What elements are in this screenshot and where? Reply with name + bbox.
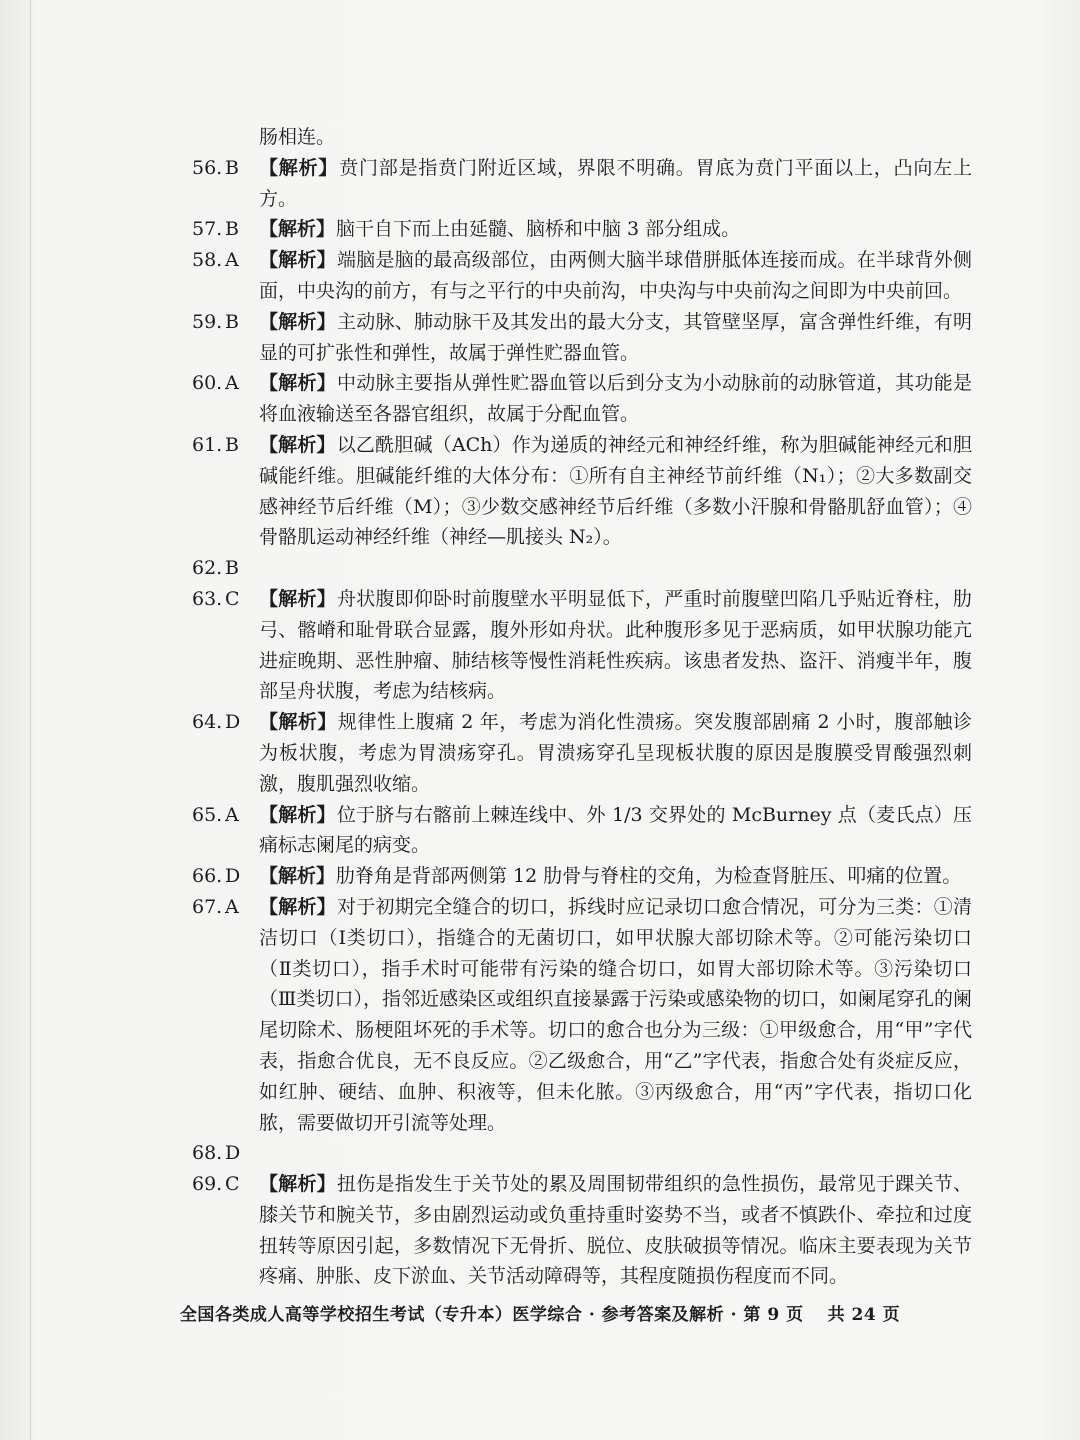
answer-letter: C [225,1173,240,1196]
answer-58 [192,245,972,307]
answer-62 [192,553,972,584]
analysis-tag: 【解析】 [259,218,336,241]
analysis-tag: 【解析】 [259,433,336,456]
answer-list [192,122,972,1292]
page-footer [0,1300,1080,1325]
analysis-tag: 【解析】 [259,156,339,179]
explanation-text: 扭伤是指发生于关节处的累及周围韧带组织的急性损伤，最常见于踝关节、膝关节和腕关节，多由剧烈运动或负重持重时姿势不当，或者不慎跌仆、牵拉和过度扭转等原因引起，多数情况下无骨折、脱位、皮肤破损等情况。临床主要表现为关节疼痛、肿胀、皮下淤血、关节活动障碍等，其程度随损伤程度而不同。 [259,1173,972,1288]
explanation-text: 贲门部是指贲门附近区域，界限不明确。胃底为贲门平面以上，凸向左上方。 [259,156,972,210]
answer-letter: A [225,895,239,918]
answer-61 [192,430,972,553]
answer-explanation [259,892,972,1138]
explanation-text: 主动脉、肺动脉干及其发出的最大分支，其管壁坚厚，富含弹性纤维，有明显的可扩张性和弹性，故属于弹性贮器血管。 [259,310,972,364]
answer-letter: D [225,711,241,734]
answer-explanation [259,245,972,307]
explanation-text: 以乙酰胆碱（ACh）作为递质的神经元和神经纤维，称为胆碱能神经元和胆碱能纤维。胆碱能纤维的大体分布：①所有自主神经节前纤维（N₁）；②大多数副交感神经节后纤维（M）；③少数交感神经节后纤维（多数小汗腺和骨骼肌舒血管）；④骨骼肌运动神经纤维（神经—肌接头 N₂）。 [259,433,972,549]
explanation-text: 舟状腹即仰卧时前腹壁水平明显低下，严重时前腹壁凹陷几乎贴近脊柱，肋弓、髂嵴和耻骨联合显露，腹外形如舟状。此种腹形多见于恶病质，如甲状腺功能亢进症晚期、恶性肿瘤、肺结核等慢性消耗性疾病。该患者发热、盗汗、消瘦半年，腹部呈舟状腹，考虑为结核病。 [259,587,972,703]
continued-text [192,122,972,153]
answer-letter: B [225,433,239,456]
question-number: 63. [192,587,223,610]
answer-letter: D [225,1142,241,1165]
answer-explanation [259,1169,972,1292]
answer-60 [192,368,972,430]
analysis-tag: 【解析】 [259,372,336,395]
analysis-tag: 【解析】 [259,895,336,918]
answer-65 [192,800,972,862]
analysis-tag: 【解析】 [259,310,336,333]
explanation-text: 位于脐与右髂前上棘连线中、外 1/3 交界处的 McBurney 点（麦氏点）压痛标志阑尾的病变。 [259,803,972,857]
binding-edge [30,0,31,1440]
answer-explanation [259,861,972,892]
answer-letter: A [225,372,239,395]
answer-explanation [259,430,972,553]
explanation-text: 规律性上腹痛 2 年，考虑为消化性溃疡。突发腹部剧痛 2 小时，腹部触诊为板状腹，考虑为胃溃疡穿孔。胃溃疡穿孔呈现板状腹的原因是腹膜受胃酸强烈刺激，腹肌强烈收缩。 [259,711,972,795]
explanation-text: 脑干自下而上由延髓、脑桥和中脑 3 部分组成。 [336,218,741,241]
question-number: 56. [192,156,223,179]
question-number: 64. [192,711,223,734]
explanation-text: 中动脉主要指从弹性贮器血管以后到分支为小动脉前的动脉管道，其功能是将血液输送至各器官组织，故属于分配血管。 [259,372,972,426]
answer-68 [192,1138,972,1169]
answer-letter: A [225,249,239,272]
answer-explanation [259,800,972,862]
answer-69 [192,1169,972,1292]
explanation-text: 肋脊角是背部两侧第 12 肋骨与脊柱的交角，为检查肾脏压、叩痛的位置。 [336,865,962,888]
question-number: 61. [192,433,223,456]
answer-letter: B [225,557,239,580]
answer-explanation [259,707,972,799]
question-number: 60. [192,372,223,395]
analysis-tag: 【解析】 [259,803,336,826]
answer-64 [192,707,972,799]
answer-letter: B [225,218,239,241]
analysis-tag: 【解析】 [259,711,337,734]
explanation-text: 对于初期完全缝合的切口，拆线时应记录切口愈合情况，可分为三类：①清洁切口（Ⅰ类切口），指缝合的无菌切口，如甲状腺大部切除术等。②可能污染切口（Ⅱ类切口），指手术时可能带有污染的缝合切口，如胃大部切除术等。③污染切口（Ⅲ类切口），指邻近感染区或组织直接暴露于污染或感染物的切口，如阑尾穿孔的阑尾切除术、肠梗阻坏死的手术等。切口的愈合也分为三级：①甲级愈合，用“甲”字代表，指愈合优良，无不良反应。②乙级愈合，用“乙”字代表，指愈合处有炎症反应，如红肿、硬结、血肿、积液等，但未化脓。③丙级愈合，用“丙”字代表，指切口化脓，需要做切开引流等处理。 [259,895,972,1134]
question-number: 57. [192,218,223,241]
answer-56 [192,153,972,215]
question-number: 69. [192,1173,223,1196]
analysis-tag: 【解析】 [259,249,336,272]
analysis-tag: 【解析】 [259,865,336,888]
answer-explanation [259,214,972,245]
question-number: 67. [192,895,223,918]
answer-59 [192,307,972,369]
analysis-tag: 【解析】 [259,587,336,610]
analysis-tag: 【解析】 [259,1173,336,1196]
question-number: 62. [192,557,223,580]
question-number: 58. [192,249,223,272]
answer-explanation [259,307,972,369]
answer-explanation [259,368,972,430]
continued-text-body: 肠相连。 [259,126,336,148]
footer-title: 全国各类成人高等学校招生考试（专升本）医学综合 · 参考答案及解析 · 第 9 页 [179,1305,804,1325]
question-number: 65. [192,803,223,826]
question-number: 68. [192,1142,223,1165]
answer-letter: C [225,587,240,610]
question-number: 66. [192,865,223,888]
answer-explanation [259,584,972,707]
question-number: 59. [192,310,223,333]
answer-letter: D [225,865,241,888]
answer-67 [192,892,972,1138]
answer-63 [192,584,972,707]
answer-letter: A [225,803,239,826]
answer-letter: B [225,156,239,179]
explanation-text: 端脑是脑的最高级部位，由两侧大脑半球借胼胝体连接而成。在半球背外侧面，中央沟的前方，有与之平行的中央前沟，中央沟与中央前沟之间即为中央前回。 [259,249,972,302]
answer-letter: B [225,310,239,333]
answer-66 [192,861,972,892]
answer-57 [192,214,972,245]
answer-explanation [259,153,972,215]
footer-page-count: 共 24 页 [827,1305,901,1325]
